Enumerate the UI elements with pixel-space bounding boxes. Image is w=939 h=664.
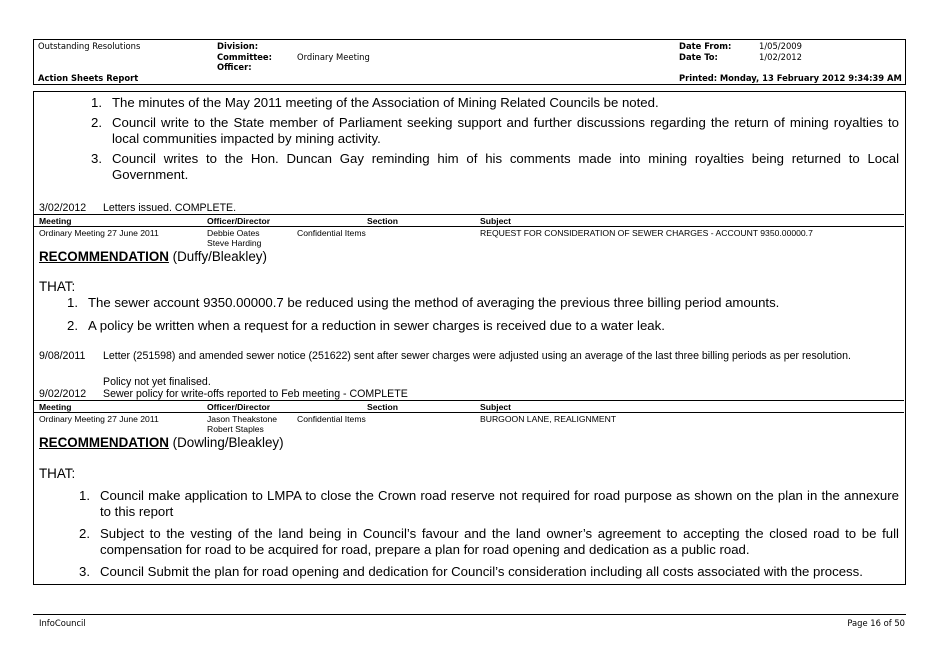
list-item: 2. A policy be written when a request for a reduction in sewer charges is received due to a water leak. — [67, 318, 665, 333]
list-item: 1. Council make application to LMPA to close the Crown road reserve not required for road purpose as shown on the plan in the annexure to this report — [79, 488, 899, 519]
block3-recommendation — [39, 435, 284, 450]
col-meeting: Meeting — [39, 402, 72, 412]
block2-note1-text: Letter (251598) and amended sewer notice (251622) sent after sewer charges were adjusted using an average of the last three billing periods as per resolution. — [103, 350, 851, 362]
report-header — [33, 39, 906, 85]
list-item: 1. The minutes of the May 2011 meeting of the Association of Mining Related Councils be noted. — [91, 95, 659, 110]
block2-meeting: Ordinary Meeting 27 June 2011 — [39, 228, 159, 238]
report-name: Action Sheets Report — [38, 73, 139, 83]
list-item: 1. The sewer account 9350.00000.7 be reduced using the method of averaging the previous three billing period amounts. — [67, 295, 780, 310]
divider — [34, 412, 904, 413]
recommendation-label: RECOMMENDATION — [39, 435, 169, 450]
block1-note-date: 3/02/2012 — [39, 202, 87, 214]
block3-subject: BURGOON LANE, REALIGNMENT — [480, 414, 617, 424]
block3-officer-1: Jason Theakstone — [207, 414, 278, 424]
list-item: 3. Council writes to the Hon. Duncan Gay reminding him of his comments made into mining royalties being returned to Local Government. — [91, 151, 899, 182]
list-item: 3. Council Submit the plan for road opening and dedication for Council’s consideration including all costs associated with the process. — [79, 564, 863, 579]
block2-officer-1: Debbie Oates — [207, 228, 260, 238]
col-meeting: Meeting — [39, 216, 72, 226]
col-section: Section — [367, 402, 399, 412]
block2-note2-text: Sewer policy for write-offs reported to Feb meeting - COMPLETE — [103, 388, 408, 400]
col-subject: Subject — [480, 216, 512, 226]
block2-that: THAT: — [39, 279, 76, 294]
block2-section: Confidential Items — [297, 228, 366, 238]
block2-note1-date: 9/08/2011 — [39, 350, 86, 362]
block1-resolution-list — [91, 95, 899, 183]
committee-value: Ordinary Meeting — [297, 52, 370, 62]
block1-note-text: Letters issued. COMPLETE. — [103, 202, 237, 214]
committee-label: Committee: — [217, 52, 272, 62]
officer-label: Officer: — [217, 62, 252, 72]
list-item: 2. Subject to the vesting of the land being in Council’s favour and the land owner’s agreement to accepting the closed road to be full compensation for road to be acquired for road, prepare a plan for road opening and dedication as a public road. — [79, 526, 899, 557]
block2-resolution-list — [67, 295, 900, 334]
block2-officer-2: Steve Harding — [207, 238, 262, 248]
col-subject: Subject — [480, 402, 512, 412]
block3-resolution-list — [79, 488, 899, 580]
list-item: 2. Council write to the State member of Parliament seeking support and further discussions regarding the return of mining royalties to local communities impacted by mining activity. — [91, 115, 899, 146]
col-officer: Officer/Director — [207, 216, 271, 226]
footer-divider — [33, 614, 906, 615]
printed-value: Monday, 13 February 2012 9:34:39 AM — [719, 73, 902, 83]
recommendation-movers: (Dowling/Bleakley) — [172, 435, 284, 450]
block2-note2-date: 9/02/2012 — [39, 388, 87, 400]
block3-that: THAT: — [39, 466, 76, 481]
printed-label: Printed: — [679, 73, 718, 83]
divider — [34, 226, 904, 227]
printed-line — [679, 73, 902, 83]
block2-note1b-text: Policy not yet finalised. — [103, 376, 211, 388]
page-number: Page 16 of 50 — [847, 618, 905, 628]
date-to-value: 1/02/2012 — [759, 52, 802, 62]
date-to-label: Date To: — [679, 52, 718, 62]
date-from-label: Date From: — [679, 41, 732, 51]
divider — [34, 214, 904, 215]
report-group: Outstanding Resolutions — [38, 41, 141, 51]
col-section: Section — [367, 216, 399, 226]
recommendation-movers: (Duffy/Bleakley) — [172, 249, 267, 264]
block2-recommendation — [39, 249, 267, 264]
date-from-value: 1/05/2009 — [759, 41, 802, 51]
footer-brand: InfoCouncil — [39, 618, 86, 628]
divider — [34, 400, 904, 401]
block2-subject: REQUEST FOR CONSIDERATION OF SEWER CHARGES - ACCOUNT 9350.00000.7 — [480, 228, 813, 238]
block3-meeting: Ordinary Meeting 27 June 2011 — [39, 414, 159, 424]
block3-officer-2: Robert Staples — [207, 424, 264, 434]
col-officer: Officer/Director — [207, 402, 271, 412]
recommendation-label: RECOMMENDATION — [39, 249, 169, 264]
action-sheet-body — [33, 91, 906, 585]
division-label: Division: — [217, 41, 259, 51]
block3-section: Confidential Items — [297, 414, 366, 424]
